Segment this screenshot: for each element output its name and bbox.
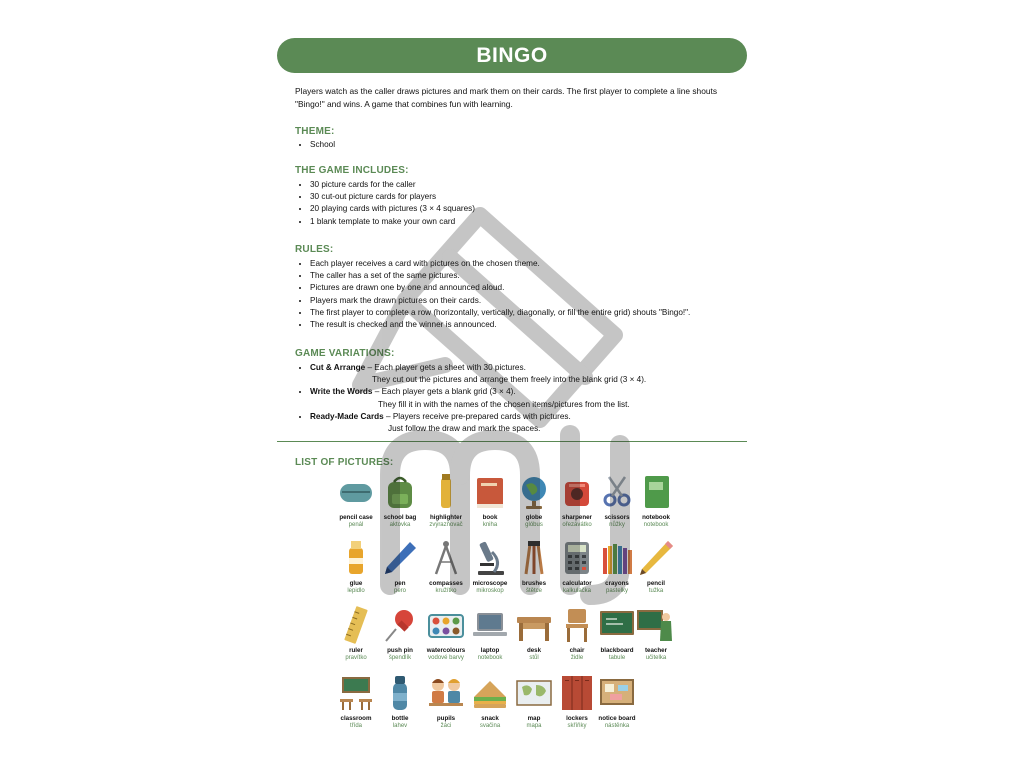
- picture-item: [628, 605, 684, 662]
- picture-label-en: microscope: [472, 580, 508, 587]
- list-item: • The result is checked and the winner is announced.: [310, 319, 690, 331]
- picture-label-cz: penál: [348, 521, 364, 528]
- picture-label-en: book: [482, 514, 498, 521]
- pencil-case-icon: [336, 472, 376, 512]
- title-banner: [277, 38, 747, 73]
- variation-continuation: They cut out the pictures and arrange them freely into the blank grid (3 × 4).: [372, 375, 647, 385]
- picture-label-en: calculator: [562, 580, 592, 587]
- picture-label-en: chair: [569, 647, 585, 654]
- teacher-icon: [636, 605, 676, 645]
- notice-board-icon: [597, 673, 637, 713]
- theme-heading: THEME:: [295, 126, 335, 137]
- ruler-icon: [336, 605, 376, 645]
- picture-label-cz: kniha: [482, 521, 498, 528]
- laptop-icon: [470, 605, 510, 645]
- picture-label-en: compasses: [429, 580, 463, 587]
- picture-label-cz: svačina: [479, 722, 501, 729]
- picture-label-en: highlighter: [430, 514, 462, 521]
- list-item: • Pictures are drawn one by one and announced aloud.: [310, 282, 690, 294]
- notebook-icon: [636, 472, 676, 512]
- list-item: [310, 411, 646, 435]
- microscope-icon: [470, 538, 510, 578]
- picture-label-cz: tabule: [608, 654, 626, 661]
- picture-label-en: brushes: [521, 580, 547, 587]
- picture-item: [628, 472, 684, 529]
- picture-label-en: glue: [349, 580, 363, 587]
- picture-label-en: notebook: [642, 514, 670, 521]
- picture-label-cz: lepidlo: [347, 587, 365, 594]
- picture-label-en: push pin: [387, 647, 413, 654]
- section-divider: [277, 441, 747, 442]
- picture-label-cz: špendlík: [388, 654, 412, 661]
- picture-label-cz: nástěnka: [604, 722, 630, 729]
- glue-icon: [336, 538, 376, 578]
- includes-list: [297, 179, 475, 228]
- picture-item: [589, 673, 645, 730]
- picture-label-en: laptop: [480, 647, 500, 654]
- variation-title: Ready-Made Cards: [310, 411, 384, 421]
- list-item: • School: [310, 139, 335, 151]
- snack-icon: [470, 673, 510, 713]
- pictures-heading: LIST OF PICTURES:: [295, 457, 394, 468]
- picture-label-cz: pastelky: [605, 587, 628, 594]
- picture-label-en: snack: [481, 715, 499, 722]
- picture-label-cz: kružítko: [435, 587, 457, 594]
- map-icon: [514, 673, 554, 713]
- list-item: [310, 362, 646, 386]
- globe-icon: [514, 472, 554, 512]
- picture-label-cz: glóbus: [525, 521, 543, 528]
- rules-list: [297, 258, 690, 331]
- picture-label-cz: skříňky: [567, 722, 587, 729]
- picture-label-cz: notebook: [643, 521, 669, 528]
- picture-label-cz: nůžky: [609, 521, 625, 528]
- picture-label-en: scissors: [604, 514, 630, 521]
- picture-label-cz: třída: [349, 722, 362, 729]
- page-title: BINGO: [476, 43, 548, 67]
- list-item: • Players mark the drawn pictures on their cards.: [310, 295, 690, 307]
- variation-title: Cut & Arrange: [310, 363, 366, 372]
- picture-label-en: bottle: [391, 715, 409, 722]
- watercolours-icon: [426, 605, 466, 645]
- picture-label-en: pencil: [647, 580, 665, 587]
- theme-list: [297, 139, 335, 151]
- picture-label-cz: židle: [570, 654, 584, 661]
- list-item: • 30 picture cards for the caller: [310, 179, 475, 191]
- variations-heading: GAME VARIATIONS:: [295, 348, 395, 359]
- bottle-icon: [380, 673, 420, 713]
- picture-label-en: classroom: [340, 715, 372, 722]
- picture-label-en: crayons: [605, 580, 629, 587]
- highlighter-icon: [426, 472, 466, 512]
- school-bag-icon: [380, 472, 420, 512]
- picture-label-cz: vodové barvy: [428, 654, 464, 661]
- picture-label-en: ruler: [349, 647, 363, 654]
- picture-item: [628, 538, 684, 595]
- picture-label-en: map: [527, 715, 541, 722]
- picture-label-en: globe: [525, 514, 543, 521]
- desk-icon: [514, 605, 554, 645]
- pupils-icon: [426, 673, 466, 713]
- rules-heading: RULES:: [295, 244, 334, 255]
- picture-label-en: watercolours: [426, 647, 466, 654]
- picture-label-en: desk: [526, 647, 542, 654]
- picture-label-en: blackboard: [600, 647, 634, 654]
- picture-label-cz: mapa: [526, 722, 542, 729]
- includes-heading: THE GAME INCLUDES:: [295, 165, 409, 176]
- picture-label-en: pencil case: [339, 514, 373, 521]
- picture-label-cz: žáci: [440, 722, 452, 729]
- list-item: [310, 386, 646, 410]
- picture-label-cz: lahev: [392, 722, 408, 729]
- variation-text: – Players receive pre-prepared cards with pictures.: [383, 411, 571, 421]
- list-item: • 20 playing cards with pictures (3 × 4 squares): [310, 203, 475, 215]
- list-item: • 30 cut-out picture cards for players: [310, 191, 475, 203]
- variation-text: – Each player gets a blank grid (3 × 4).: [372, 387, 516, 397]
- list-item: • Each player receives a card with pictures on the chosen theme.: [310, 258, 690, 270]
- book-icon: [470, 472, 510, 512]
- picture-label-cz: štětce: [525, 587, 542, 594]
- picture-label-en: sharpener: [562, 514, 592, 521]
- list-item: • The first player to complete a row (horizontally, vertically, diagonally, or fill the entire grid) shouts "Bingo!".: [310, 307, 690, 319]
- picture-label-cz: stůl: [529, 654, 539, 661]
- picture-label-en: pupils: [436, 715, 456, 722]
- list-item: • 1 blank template to make your own card: [310, 216, 475, 228]
- picture-label-cz: notebook: [477, 654, 503, 661]
- picture-label-en: lockers: [566, 715, 588, 722]
- classroom-icon: [336, 673, 376, 713]
- picture-label-en: teacher: [644, 647, 667, 654]
- picture-label-cz: tužka: [648, 587, 664, 594]
- picture-label-en: notice board: [598, 715, 636, 722]
- variations-list: [297, 362, 646, 435]
- picture-label-en: school bag: [383, 514, 417, 521]
- picture-label-cz: ořezávátko: [562, 521, 592, 528]
- variation-continuation: Just follow the draw and mark the spaces.: [388, 424, 541, 434]
- compasses-icon: [426, 538, 466, 578]
- variation-title: Write the Words: [310, 387, 373, 397]
- picture-label-cz: kalkulačka: [562, 587, 591, 594]
- picture-label-en: pen: [394, 580, 406, 587]
- picture-label-cz: mikroskop: [476, 587, 504, 594]
- variation-text: – Each player gets a sheet with 30 pictures.: [365, 363, 526, 372]
- picture-label-cz: pero: [393, 587, 406, 594]
- picture-label-cz: učitelka: [645, 654, 667, 661]
- picture-label-cz: aktovka: [389, 521, 411, 528]
- pencil-icon: [636, 538, 676, 578]
- list-item: • The caller has a set of the same pictures.: [310, 270, 690, 282]
- picture-label-cz: pravítko: [345, 654, 367, 661]
- picture-label-cz: zvýrazňovač: [429, 521, 463, 528]
- intro-paragraph: Players watch as the caller draws pictures and mark them on their cards. The first player to complete a line shouts "Bingo!" and wins. A game that combines fun with learning.: [295, 86, 718, 109]
- variation-continuation: They fill it in with the names of the chosen items/pictures from the list.: [378, 399, 630, 409]
- push-pin-icon: [380, 605, 420, 645]
- pen-icon: [380, 538, 420, 578]
- brushes-icon: [514, 538, 554, 578]
